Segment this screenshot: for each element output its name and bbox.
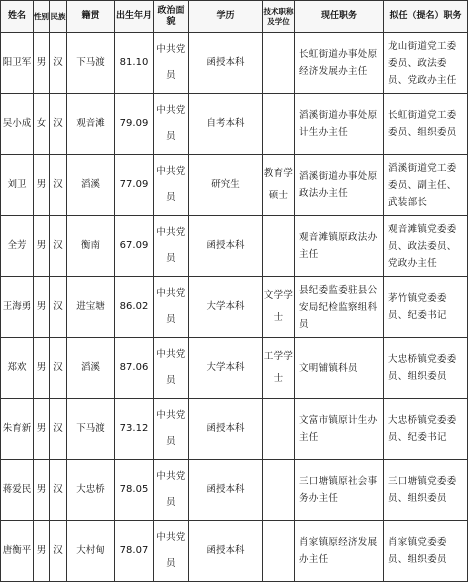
header-current-position: 现任职务	[295, 1, 384, 33]
cell-birth: 77.09	[115, 155, 154, 216]
cell-degree	[263, 216, 295, 277]
cell-current-position: 文明铺镇科员	[295, 338, 384, 399]
header-degree: 技术职称及学位	[263, 1, 295, 33]
table-row	[1, 155, 468, 216]
cell-ethnicity: 汉	[50, 33, 67, 94]
table-row	[1, 277, 468, 338]
cell-name: 王海勇	[1, 277, 34, 338]
header-native-place: 籍贯	[67, 1, 115, 33]
cell-education: 函授本科	[189, 399, 263, 460]
cell-degree	[263, 33, 295, 94]
cell-current-position: 长虹街道办事处原经济发展办主任	[295, 33, 384, 94]
cell-education: 函授本科	[189, 460, 263, 521]
table-row	[1, 521, 468, 582]
cell-education: 大学本科	[189, 277, 263, 338]
table-row	[1, 399, 468, 460]
header-politics: 政治面貌	[154, 1, 189, 33]
cell-native-place: 滔溪	[67, 155, 115, 216]
table-row	[1, 460, 468, 521]
cell-politics: 中共党员	[154, 33, 189, 94]
cell-proposed-position: 观音滩镇党委委员、政法委员、党政办主任	[384, 216, 468, 277]
cell-politics: 中共党员	[154, 460, 189, 521]
cell-native-place: 观音滩	[67, 94, 115, 155]
cell-education: 函授本科	[189, 521, 263, 582]
cell-politics: 中共党员	[154, 216, 189, 277]
cell-birth: 86.02	[115, 277, 154, 338]
cell-birth: 67.09	[115, 216, 154, 277]
cell-ethnicity: 汉	[50, 216, 67, 277]
cell-ethnicity: 汉	[50, 277, 67, 338]
cell-name: 刘卫	[1, 155, 34, 216]
cell-politics: 中共党员	[154, 399, 189, 460]
cell-gender: 男	[34, 155, 50, 216]
cell-proposed-position: 龙山街道党工委委员、政法委员、党政办主任	[384, 33, 468, 94]
cell-gender: 男	[34, 33, 50, 94]
table-row	[1, 94, 468, 155]
cell-birth: 79.09	[115, 94, 154, 155]
cell-native-place: 下马渡	[67, 33, 115, 94]
cell-degree	[263, 399, 295, 460]
cell-gender: 男	[34, 338, 50, 399]
cell-proposed-position: 三口塘镇党委委员、组织委员	[384, 460, 468, 521]
cell-politics: 中共党员	[154, 521, 189, 582]
cell-proposed-position: 长虹街道党工委委员、组织委员	[384, 94, 468, 155]
cell-degree	[263, 521, 295, 582]
cell-degree	[263, 94, 295, 155]
cell-education: 大学本科	[189, 338, 263, 399]
cell-native-place: 进宝塘	[67, 277, 115, 338]
cell-politics: 中共党员	[154, 338, 189, 399]
cell-name: 吴小成	[1, 94, 34, 155]
cell-gender: 男	[34, 399, 50, 460]
cell-birth: 87.06	[115, 338, 154, 399]
header-proposed-position: 拟任（提名）职务	[384, 1, 468, 33]
table-row	[1, 216, 468, 277]
cell-degree: 工学学士	[263, 338, 295, 399]
cell-native-place: 大忠桥	[67, 460, 115, 521]
cell-name: 郑欢	[1, 338, 34, 399]
cell-current-position: 滔溪街道办事处原计生办主任	[295, 94, 384, 155]
cell-gender: 男	[34, 460, 50, 521]
cell-native-place: 大村甸	[67, 521, 115, 582]
cell-name: 阳卫军	[1, 33, 34, 94]
cell-ethnicity: 汉	[50, 521, 67, 582]
cell-current-position: 观音滩镇原政法办主任	[295, 216, 384, 277]
table-row	[1, 338, 468, 399]
cell-proposed-position: 大忠桥镇党委委员、纪委书记	[384, 399, 468, 460]
cell-education: 自考本科	[189, 94, 263, 155]
header-ethnicity: 民族	[50, 1, 67, 33]
cell-gender: 男	[34, 521, 50, 582]
cell-politics: 中共党员	[154, 94, 189, 155]
cell-gender: 男	[34, 216, 50, 277]
table-body	[1, 33, 468, 582]
cell-education: 函授本科	[189, 216, 263, 277]
cell-gender: 男	[34, 277, 50, 338]
cell-current-position: 文富市镇原计生办主任	[295, 399, 384, 460]
header-gender: 性别	[34, 1, 50, 33]
header-birth: 出生年月	[115, 1, 154, 33]
cell-degree: 文学学士	[263, 277, 295, 338]
cell-name: 朱育新	[1, 399, 34, 460]
cell-education: 研究生	[189, 155, 263, 216]
cell-politics: 中共党员	[154, 155, 189, 216]
cell-current-position: 滔溪街道办事处原政法办主任	[295, 155, 384, 216]
cell-ethnicity: 汉	[50, 338, 67, 399]
cell-proposed-position: 茅竹镇党委委员、纪委书记	[384, 277, 468, 338]
cell-current-position: 肖家镇原经济发展办主任	[295, 521, 384, 582]
cell-birth: 81.10	[115, 33, 154, 94]
cell-birth: 78.05	[115, 460, 154, 521]
table-row	[1, 33, 468, 94]
cell-native-place: 衡南	[67, 216, 115, 277]
cell-birth: 78.07	[115, 521, 154, 582]
cell-gender: 女	[34, 94, 50, 155]
header-name: 姓名	[1, 1, 34, 33]
cell-ethnicity: 汉	[50, 155, 67, 216]
cell-name: 蒋爱民	[1, 460, 34, 521]
cell-current-position: 县纪委监委驻县公安局纪检监察组科员	[295, 277, 384, 338]
cell-native-place: 滔溪	[67, 338, 115, 399]
cell-politics: 中共党员	[154, 277, 189, 338]
cell-proposed-position: 肖家镇党委委员、组织委员	[384, 521, 468, 582]
cell-proposed-position: 大忠桥镇党委委员、组织委员	[384, 338, 468, 399]
cell-proposed-position: 滔溪街道党工委委员、副主任、武装部长	[384, 155, 468, 216]
cell-degree	[263, 460, 295, 521]
cell-name: 唐衡平	[1, 521, 34, 582]
cell-ethnicity: 汉	[50, 460, 67, 521]
cell-name: 全芳	[1, 216, 34, 277]
cell-ethnicity: 汉	[50, 399, 67, 460]
cell-education: 函授本科	[189, 33, 263, 94]
cell-degree: 教育学硕士	[263, 155, 295, 216]
cell-current-position: 三口塘镇原社会事务办主任	[295, 460, 384, 521]
header-education: 学历	[189, 1, 263, 33]
cell-birth: 73.12	[115, 399, 154, 460]
cell-native-place: 下马渡	[67, 399, 115, 460]
table-header	[1, 1, 468, 33]
cell-ethnicity: 汉	[50, 94, 67, 155]
